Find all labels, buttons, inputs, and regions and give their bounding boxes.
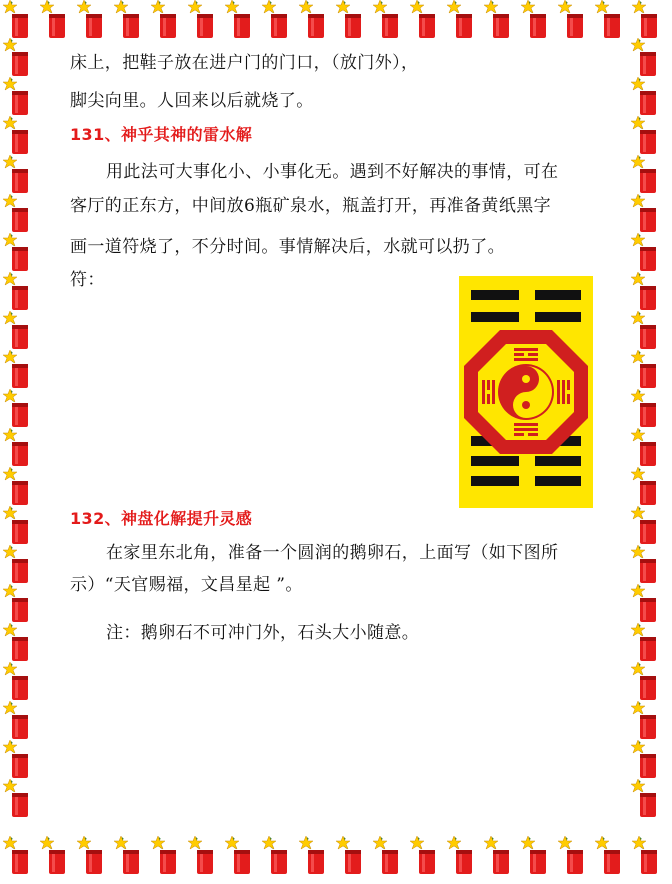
- text-line: 床上，把鞋子放在进户门的门口，（放门外），: [70, 53, 419, 73]
- firecracker-icon: [333, 0, 370, 39]
- firecracker-icon: [481, 0, 518, 39]
- firecracker-icon: [0, 740, 37, 779]
- firecracker-icon: [628, 350, 665, 389]
- firecracker-icon: [0, 38, 37, 77]
- firecracker-icon: [518, 0, 555, 39]
- firecracker-icon: [296, 0, 333, 39]
- firecracker-icon: [628, 233, 665, 272]
- firecracker-icon: [74, 0, 111, 39]
- firecracker-icon: [333, 836, 370, 875]
- firecracker-icon: [0, 584, 37, 623]
- firecracker-icon: [185, 0, 222, 39]
- firecracker-icon: [592, 836, 629, 875]
- firecracker-icon: [0, 311, 37, 350]
- firecracker-icon: [628, 77, 665, 116]
- border-right: [628, 38, 672, 838]
- firecracker-icon: [0, 545, 37, 584]
- bagua-talisman-icon: [459, 276, 593, 508]
- firecracker-icon: [0, 779, 37, 818]
- firecracker-icon: [0, 467, 37, 506]
- firecracker-icon: [185, 836, 222, 875]
- firecracker-icon: [222, 836, 259, 875]
- firecracker-icon: [0, 623, 37, 662]
- firecracker-icon: [37, 0, 74, 39]
- text-line: 示）“天官赐福，文昌星起 ”。: [70, 575, 303, 595]
- border-left: [0, 38, 44, 838]
- firecracker-icon: [628, 467, 665, 506]
- border-top: [0, 0, 672, 44]
- firecracker-icon: [0, 836, 37, 875]
- note-line: 注：鹅卵石不可冲门外，石头大小随意。: [106, 623, 420, 643]
- text-line: 客厅的正东方，中间放6瓶矿泉水，瓶盖打开，再准备黄纸黑字: [70, 196, 552, 216]
- firecracker-icon: [628, 155, 665, 194]
- firecracker-icon: [592, 0, 629, 39]
- text-line: 在家里东北角，准备一个圆润的鹅卵石，上面写（如下图所: [106, 543, 559, 563]
- firecracker-icon: [407, 836, 444, 875]
- firecracker-icon: [628, 389, 665, 428]
- text-line: 脚尖向里。人回来以后就烧了。: [70, 91, 314, 111]
- firecracker-icon: [628, 545, 665, 584]
- text-line: 用此法可大事化小、小事化无。遇到不好解决的事情，可在: [106, 162, 559, 182]
- firecracker-icon: [370, 0, 407, 39]
- firecracker-icon: [628, 428, 665, 467]
- section-heading-132: 132、神盘化解提升灵感: [70, 509, 253, 528]
- firecracker-icon: [259, 836, 296, 875]
- firecracker-icon: [628, 584, 665, 623]
- firecracker-icon: [0, 389, 37, 428]
- firecracker-icon: [111, 836, 148, 875]
- firecracker-icon: [0, 77, 37, 116]
- firecracker-icon: [628, 740, 665, 779]
- firecracker-icon: [407, 0, 444, 39]
- firecracker-icon: [296, 836, 333, 875]
- firecracker-icon: [629, 836, 666, 875]
- firecracker-icon: [370, 836, 407, 875]
- firecracker-icon: [0, 272, 37, 311]
- fu-label: 符：: [70, 270, 105, 290]
- firecracker-icon: [0, 506, 37, 545]
- firecracker-icon: [37, 836, 74, 875]
- firecracker-icon: [0, 194, 37, 233]
- firecracker-icon: [0, 662, 37, 701]
- firecracker-icon: [444, 836, 481, 875]
- text-line: 画一道符烧了，不分时间。事情解决后，水就可以扔了。: [70, 237, 505, 257]
- firecracker-icon: [259, 0, 296, 39]
- firecracker-icon: [555, 0, 592, 39]
- firecracker-icon: [0, 116, 37, 155]
- firecracker-icon: [0, 155, 37, 194]
- firecracker-icon: [628, 506, 665, 545]
- firecracker-icon: [628, 116, 665, 155]
- firecracker-icon: [555, 836, 592, 875]
- firecracker-icon: [629, 0, 666, 39]
- firecracker-icon: [628, 38, 665, 77]
- firecracker-icon: [0, 233, 37, 272]
- border-bottom: [0, 836, 672, 880]
- firecracker-icon: [222, 0, 259, 39]
- firecracker-icon: [628, 272, 665, 311]
- section-heading-131: 131、神乎其神的雷水解: [70, 125, 253, 144]
- firecracker-icon: [628, 662, 665, 701]
- firecracker-icon: [0, 350, 37, 389]
- firecracker-icon: [628, 311, 665, 350]
- firecracker-icon: [628, 623, 665, 662]
- firecracker-icon: [444, 0, 481, 39]
- firecracker-icon: [628, 701, 665, 740]
- firecracker-icon: [481, 836, 518, 875]
- firecracker-icon: [148, 836, 185, 875]
- firecracker-icon: [628, 194, 665, 233]
- firecracker-icon: [111, 0, 148, 39]
- firecracker-icon: [74, 836, 111, 875]
- firecracker-icon: [0, 428, 37, 467]
- firecracker-icon: [628, 779, 665, 818]
- firecracker-icon: [148, 0, 185, 39]
- firecracker-icon: [518, 836, 555, 875]
- firecracker-icon: [0, 0, 37, 39]
- firecracker-icon: [0, 701, 37, 740]
